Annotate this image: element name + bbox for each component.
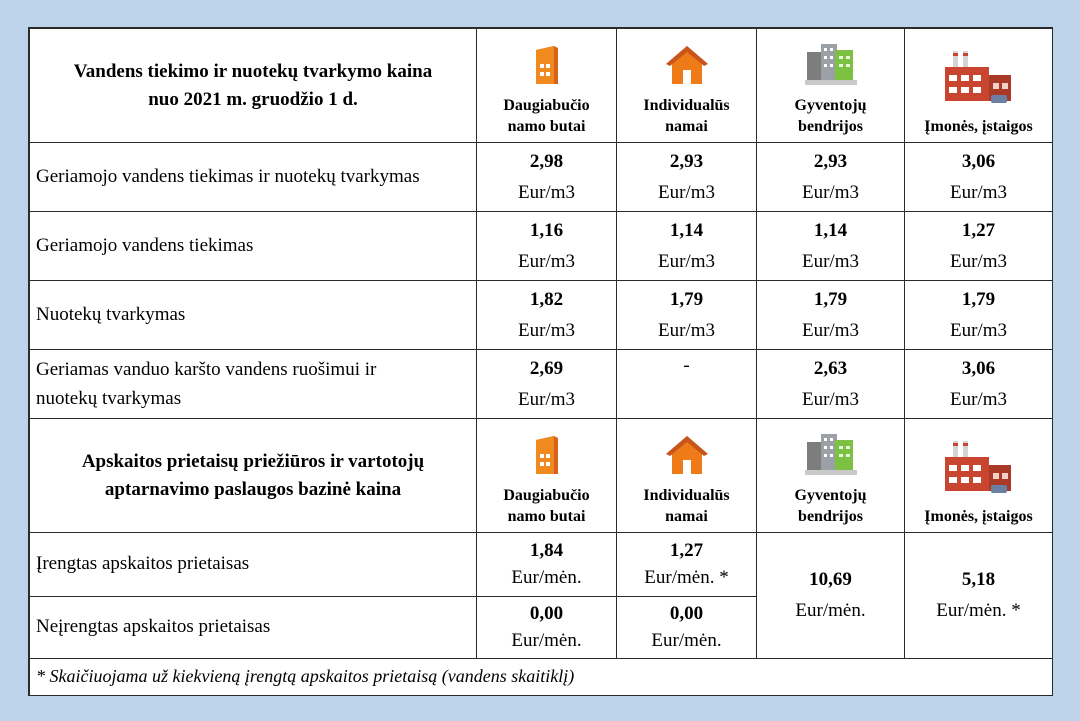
price-unit: Eur/mėn. *: [936, 600, 1021, 622]
factory-icon: [941, 439, 1017, 497]
price-unit: Eur/mėn.: [511, 630, 582, 652]
header-label-line2: bendrijos: [798, 118, 863, 136]
price-unit: Eur/m3: [802, 319, 859, 341]
price-value: 2,63: [813, 357, 848, 379]
price-unit: Eur/m3: [658, 319, 715, 341]
header-label-line1: Daugiabučio: [503, 97, 590, 115]
price-unit: Eur/m3: [518, 181, 575, 203]
price-cell: [477, 350, 617, 419]
header-label-line2: namai: [665, 118, 708, 136]
price-unit: Eur/mėn.: [511, 567, 582, 589]
section1-title-line1: Vandens tiekimo ir nuotekų tvarkymo kaina: [73, 60, 433, 82]
header-houses: [617, 29, 757, 143]
price-cell: [617, 597, 757, 659]
header-communities: [757, 29, 905, 143]
header-label-line2: bendrijos: [798, 508, 863, 526]
footnote: * Skaičiuojama už kiekvieną įrengtą apskaitos prietaisą (vandens skaitiklį): [30, 659, 1053, 696]
price-value: 1,84: [529, 539, 564, 561]
price-value: 10,69: [809, 569, 852, 591]
price-cell: [477, 212, 617, 281]
price-cell: [905, 143, 1053, 212]
price-unit: Eur/m3: [658, 181, 715, 203]
row-label: Įrengtas apskaitos prietaisas: [30, 533, 477, 597]
price-value: 1,14: [669, 219, 704, 241]
price-cell: [477, 281, 617, 350]
price-cell: [477, 533, 617, 597]
house-icon: [664, 434, 710, 476]
price-value: 1,79: [669, 288, 704, 310]
price-cell: [617, 350, 757, 419]
section2-title: [30, 419, 477, 533]
price-value: 1,16: [529, 219, 564, 241]
price-value: 2,93: [669, 150, 704, 172]
price-unit: Eur/m3: [658, 250, 715, 272]
price-table-sheet: [28, 27, 1053, 696]
header-label-line1: Individualūs: [643, 97, 730, 115]
price-value: 1,79: [961, 288, 996, 310]
price-value: 0,00: [529, 602, 564, 624]
header-label-line1: Įmonės, įstaigos: [924, 508, 1033, 526]
price-cell: [477, 597, 617, 659]
price-cell: [617, 281, 757, 350]
price-cell: [905, 281, 1053, 350]
header-houses: [617, 419, 757, 533]
section2-title-line2: aptarnavimo paslaugos bazinė kaina: [104, 478, 402, 500]
price-cell: [757, 143, 905, 212]
price-unit: Eur/m3: [950, 181, 1007, 203]
header-label-line1: Gyventojų: [794, 97, 867, 115]
header-label-line2: namo butai: [507, 508, 586, 526]
factory-icon: [941, 49, 1017, 107]
section2-title-line1: Apskaitos prietaisų priežiūros ir vartotojų: [81, 450, 425, 472]
price-value: 2,98: [529, 150, 564, 172]
price-value: 1,14: [813, 219, 848, 241]
price-value: 3,06: [961, 357, 996, 379]
header-companies: [905, 419, 1053, 533]
row-label: [30, 350, 477, 419]
price-unit: Eur/m3: [950, 319, 1007, 341]
row-label: Neįrengtas apskaitos prietaisas: [30, 597, 477, 659]
footnote-row: [30, 659, 1053, 696]
header-label-line1: Individualūs: [643, 487, 730, 505]
price-unit: Eur/m3: [802, 250, 859, 272]
header-apartments: [477, 419, 617, 533]
table-row: [30, 143, 1053, 212]
house-icon: [664, 44, 710, 86]
price-unit: Eur/m3: [518, 319, 575, 341]
price-cell: [617, 143, 757, 212]
price-cell-merged: [757, 533, 905, 659]
residential-complex-icon: [805, 430, 857, 476]
price-value: 1,79: [813, 288, 848, 310]
price-cell: [757, 212, 905, 281]
section2-header-row: [30, 419, 1053, 533]
price-unit: Eur/m3: [950, 250, 1007, 272]
header-companies: [905, 29, 1053, 143]
price-cell: [757, 281, 905, 350]
price-cell: [477, 143, 617, 212]
apartment-building-icon: [532, 434, 562, 476]
price-value: 2,93: [813, 150, 848, 172]
price-cell: [905, 212, 1053, 281]
header-label-line2: namai: [665, 508, 708, 526]
price-unit: Eur/mėn.: [795, 600, 866, 622]
table-row: [30, 281, 1053, 350]
row-label-line2: nuotekų tvarkymas: [36, 388, 182, 409]
price-cell: [905, 350, 1053, 419]
row-label: Geriamojo vandens tiekimas ir nuotekų tvarkymas: [30, 143, 477, 212]
price-cell: [617, 212, 757, 281]
header-communities: [757, 419, 905, 533]
header-label-line2: namo butai: [507, 118, 586, 136]
residential-complex-icon: [805, 40, 857, 86]
price-unit: Eur/mėn.: [651, 630, 722, 652]
row-label-line1: Geriamas vanduo karšto vandens ruošimui ir: [36, 358, 377, 380]
price-unit: Eur/m3: [950, 388, 1007, 410]
section1-title: [30, 29, 477, 143]
price-unit: Eur/mėn. *: [644, 567, 729, 589]
header-apartments: [477, 29, 617, 143]
price-value: 1,27: [669, 539, 704, 561]
price-cell: [617, 533, 757, 597]
price-unit: Eur/m3: [802, 388, 859, 410]
price-unit: Eur/m3: [802, 181, 859, 203]
apartment-building-icon: [532, 44, 562, 86]
price-value: -: [683, 355, 690, 376]
price-table: [29, 28, 1053, 696]
table-row: [30, 212, 1053, 281]
section1-header-row: [30, 29, 1053, 143]
section1-title-line2: nuo 2021 m. gruodžio 1 d.: [148, 88, 358, 110]
header-label-line1: Gyventojų: [794, 487, 867, 505]
header-label-line1: Įmonės, įstaigos: [924, 118, 1033, 136]
price-cell-merged: [905, 533, 1053, 659]
table-row: [30, 533, 1053, 597]
table-row: [30, 350, 1053, 419]
row-label: Geriamojo vandens tiekimas: [30, 212, 477, 281]
row-label: Nuotekų tvarkymas: [30, 281, 477, 350]
price-value: 5,18: [961, 569, 996, 591]
header-label-line1: Daugiabučio: [503, 487, 590, 505]
price-unit: Eur/m3: [518, 388, 575, 410]
price-cell: [757, 350, 905, 419]
price-value: 1,82: [529, 288, 564, 310]
price-value: 2,69: [529, 357, 564, 379]
price-value: 3,06: [961, 150, 996, 172]
price-value: 1,27: [961, 219, 996, 241]
price-value: 0,00: [669, 602, 704, 624]
price-unit: Eur/m3: [518, 250, 575, 272]
